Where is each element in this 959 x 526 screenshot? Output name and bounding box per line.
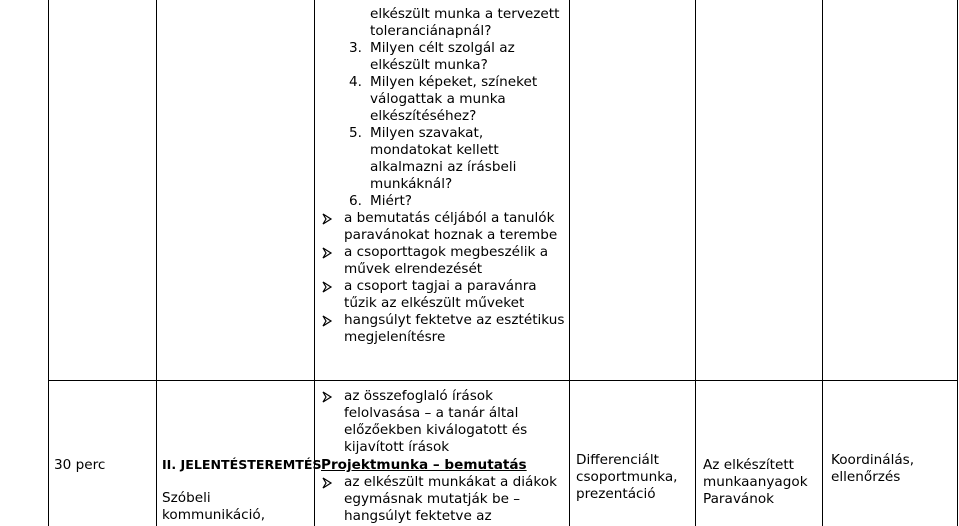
bullet-item: hangsúlyt fektetve az esztétikus bbox=[344, 312, 565, 328]
list-item-continuation: alkalmazni az írásbeli bbox=[370, 159, 517, 175]
bullet-item: a csoporttagok megbeszélik a bbox=[344, 244, 549, 260]
time-cell: 30 perc bbox=[54, 457, 106, 473]
list-item-continuation: elkészült munka? bbox=[370, 57, 488, 73]
list-number: 6. bbox=[349, 193, 362, 209]
activity-heading: Projektmunka – bemutatás bbox=[321, 457, 527, 473]
list-item-continuation: munkáknál? bbox=[370, 176, 453, 192]
list-number: 5. bbox=[349, 125, 362, 141]
arrow-bullet-icon bbox=[321, 391, 333, 403]
list-item-continuation: elkészült munka a tervezett bbox=[370, 6, 560, 22]
method-cell: Differenciált bbox=[576, 452, 659, 468]
table-border-col5 bbox=[822, 0, 823, 526]
phase-text: Szóbeli bbox=[162, 490, 211, 506]
tools-cell: Az elkészített bbox=[703, 457, 794, 473]
bullet-item: az összefoglaló írások bbox=[344, 388, 493, 404]
notes-cell: ellenőrzés bbox=[831, 469, 901, 485]
tools-cell: Paravánok bbox=[703, 491, 775, 507]
list-item: Milyen szavakat, bbox=[370, 125, 484, 141]
arrow-bullet-icon bbox=[321, 315, 333, 327]
bullet-item-continuation: tűzik az elkészült műveket bbox=[344, 295, 525, 311]
notes-cell: Koordinálás, bbox=[831, 452, 915, 468]
tools-cell: munkaanyagok bbox=[703, 474, 808, 490]
list-item-continuation: válogattak a munka bbox=[370, 91, 506, 107]
method-cell: prezentáció bbox=[576, 486, 656, 502]
list-item-continuation: mondatokat kellett bbox=[370, 142, 499, 158]
bullet-item-continuation: felolvasása – a tanár által bbox=[344, 405, 519, 421]
bullet-item-continuation: egymásnak mutatják be – bbox=[344, 491, 521, 507]
bullet-item-continuation: paravánokat hoznak a terembe bbox=[344, 227, 558, 243]
method-cell: csoportmunka, bbox=[576, 469, 678, 485]
table-border-left bbox=[48, 0, 49, 526]
bullet-item: a csoport tagjai a paravánra bbox=[344, 278, 537, 294]
list-item-continuation: toleranciánapnál? bbox=[370, 23, 492, 39]
bullet-item-continuation: hangsúlyt fektetve az bbox=[344, 508, 492, 524]
table-border-col2 bbox=[314, 0, 315, 526]
bullet-item-continuation: előzőekben kiválogatott és bbox=[344, 422, 528, 438]
table-border-col4 bbox=[695, 0, 696, 526]
table-border-right bbox=[957, 0, 958, 526]
bullet-item-continuation: megjelenítésre bbox=[344, 329, 446, 345]
table-border-col1 bbox=[156, 0, 157, 526]
list-item-continuation: elkészítéséhez? bbox=[370, 108, 477, 124]
bullet-item: a bemutatás céljából a tanulók bbox=[344, 210, 555, 226]
bullet-item: az elkészült munkákat a diákok bbox=[344, 474, 557, 490]
phase-text: kommunikáció, bbox=[162, 507, 266, 523]
arrow-bullet-icon bbox=[321, 247, 333, 259]
list-number: 4. bbox=[349, 74, 362, 90]
table-row-divider bbox=[48, 380, 958, 381]
bullet-item-continuation: művek elrendezését bbox=[344, 261, 483, 277]
phase-heading: II. JELENTÉSTEREMTÉS bbox=[162, 457, 322, 472]
arrow-bullet-icon bbox=[321, 281, 333, 293]
table-border-col3 bbox=[569, 0, 570, 526]
list-item: Milyen képeket, színeket bbox=[370, 74, 538, 90]
arrow-bullet-icon bbox=[321, 213, 333, 225]
bullet-item-continuation: kijavított írások bbox=[344, 439, 450, 455]
list-item: Milyen célt szolgál az bbox=[370, 40, 515, 56]
arrow-bullet-icon bbox=[321, 477, 333, 489]
list-item: Miért? bbox=[370, 193, 413, 209]
list-number: 3. bbox=[349, 40, 362, 56]
